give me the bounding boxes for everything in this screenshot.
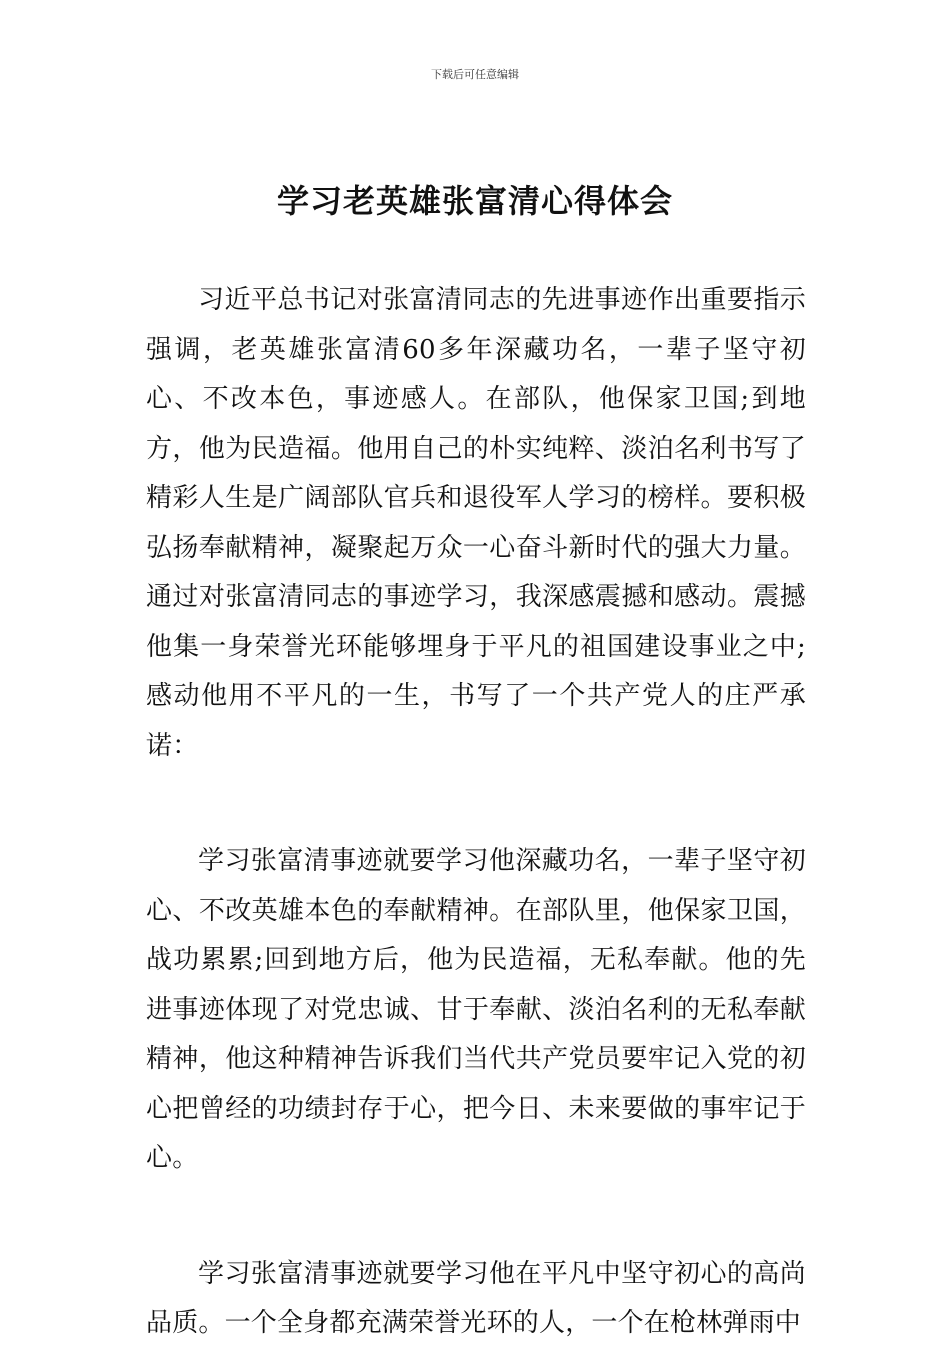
header-note: 下载后可任意编辑 [431, 68, 519, 81]
paragraph-gap [146, 1184, 806, 1250]
paragraph-1: 习近平总书记对张富清同志的先进事迹作出重要指示强调，老英雄张富清60多年深藏功名，一辈子坚守初心、不改本色，事迹感人。在部队，他保家卫国;到地方，他为民造福。他用自己的朴实纯粹、淡泊名利书写了精彩人生是广阔部队官兵和退役军人学习的榜样。要积极弘扬奉献精神，凝聚起万众一心奋斗新时代的强大力量。通过对张富清同志的事迹学习，我深感震撼和感动。震撼他集一身荣誉光环能够埋身于平凡的祖国建设事业之中;感动他用不平凡的一生，书写了一个共产党人的庄严承诺： [146, 285, 806, 761]
paragraph-3: 学习张富清事迹就要学习他在平凡中坚守初心的高尚品质。一个全身都充满荣誉光环的人，一个在枪林弹雨中 [146, 1258, 806, 1338]
document-title: 学习老英雄张富清心得体会 [276, 182, 673, 220]
document-body [146, 276, 806, 1349]
paragraph-2: 学习张富清事迹就要学习他深藏功名，一辈子坚守初心、不改英雄本色的奉献精神。在部队里，他保家卫国，战功累累;回到地方后，他为民造福，无私奉献。他的先进事迹体现了对党忠诚、甘于奉献、淡泊名利的无私奉献精神，他这种精神告诉我们当代共产党员要牢记入党的初心把曾经的功绩封存于心，把今日、未来要做的事牢记于心。 [146, 846, 806, 1173]
paragraph-gap [146, 771, 806, 837]
